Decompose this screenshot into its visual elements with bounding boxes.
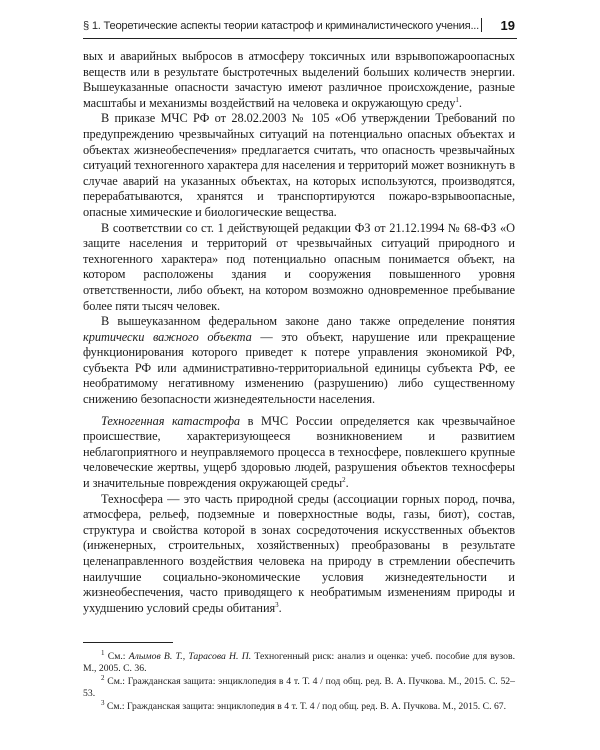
paragraph [83, 314, 515, 408]
header-separator [481, 18, 482, 32]
paragraph [83, 414, 515, 492]
paragraph [83, 221, 515, 315]
footnote-text: См.: Гражданская защита: энциклопедия в 4 т. Т. 4 / под общ. ред. В. А. Пучкова. М., 2015. С. 52–53. [83, 675, 515, 700]
footnote-number: 1 [101, 648, 105, 657]
paragraph-text: В вышеуказанном федеральном законе дано также определение понятия [101, 314, 515, 329]
running-title: § 1. Теоретические аспекты теории катастроф и криминалистического учения... [83, 20, 480, 32]
footnote [83, 698, 515, 713]
emphasis: критически важного объекта [83, 329, 252, 344]
footnote [83, 673, 515, 701]
footnote-list [83, 648, 515, 713]
footnote-ref: 2 [342, 475, 346, 484]
paragraph-text: вых и аварийных выбросов в атмосферу токсичных или взрывопожароопасных веществ или в результате быстротечных выделений больших количеств энергии. Вышеуказанные опасности зачастую имеют различное происхождение, разные масштабы и механизмы воздействий на человека и окружающую среду [83, 49, 515, 110]
emphasis: Техногенная катастрофа [101, 413, 241, 428]
body-text [83, 49, 515, 616]
paragraph-text: . [458, 95, 462, 110]
paragraph-text: В приказе МЧС РФ от 28.02.2003 № 105 «Об утверждении Требований по предупреждению чрезвычайных ситуаций на потенциально опасных объектах и объектах жизнеобеспечения» предлагается считать, что опасность чрезвычайных ситуаций техногенного характера для населения и территорий может возникнуть в случае аварий на указанных объектах, на которых используются, производятся, перерабатываются, хранятся и транспортируются пожаро-взрывоопасные, опасные химические и биологические вещества. [83, 111, 515, 219]
paragraph [83, 111, 515, 220]
footnote-rule [83, 642, 173, 643]
footnote-text: Техногенный риск: анализ и оценка: учеб. пособие для вузов. М., 2005. С. 36. [83, 651, 515, 675]
footnote-text: См.: Гражданская защита: энциклопедия в 4 т. Т. 4 / под общ. ред. В. А. Пучкова. М., 2015. С. 67. [106, 700, 507, 712]
paragraph-text: Техносфера — это часть природной среды (ассоциации горных пород, почва, атмосфера, рельеф, подземные и поверхностные воды, газы, биот), состав, структура и свойства которой в зонах сосредоточения искусственных объектов (инженерных, строительных, хозяйственных) преобразованы в результате целенаправленного воздействия человека на природу в стремлении обеспечить наилучшие социально-экономические условия жизнедеятельности и жизнеобеспечения, часто приводящего к необратимым изменениям природы и ухудшению условий среды обитания [83, 491, 515, 615]
paragraph-text: . [278, 600, 282, 615]
paragraph-text: . [345, 476, 349, 491]
footnote-ref: 3 [275, 600, 279, 609]
footnote [83, 648, 515, 676]
emphasis: Алымов В. Т., Тарасова Н. П. [128, 651, 252, 662]
page-number: 19 [500, 18, 515, 33]
footnote-number: 2 [101, 673, 105, 682]
paragraph-text: — это объект, нарушение или прекращение функционирования которого приведет к потере управления экономикой РФ, субъекта РФ или административно-территориальной единицы субъекта РФ, ее необратимому негативному изменению (разрушению) либо существенному снижению безопасности жизнедеятельности населения. [83, 329, 516, 407]
footnote-ref: 1 [455, 95, 459, 104]
running-header [83, 8, 517, 39]
paragraph-text: В соответствии со ст. 1 действующей редакции ФЗ от 21.12.1994 № 68-ФЗ «О защите населения и территорий от чрезвычайных ситуаций природного и техногенного характера» под потенциально опасным понимается объект, на котором расположены здания и сооружения повышенного уровня ответственности, либо объект, на котором возможно одновременное пребывание более пяти тысяч человек. [83, 220, 515, 313]
footnote-number: 3 [101, 698, 105, 707]
paragraph [83, 49, 515, 111]
paragraph-text: в МЧС России определяется как чрезвычайное происшествие, характеризующееся возникновением и развитием неблагоприятного и неуправляемого процесса в техносфере, повлекшего крупные человеческие жертвы, ущерб здоровью людей, разрушения объектов техносферы и значительные повреждения окружающей среды [83, 413, 515, 491]
footnotes [83, 642, 515, 713]
paragraph [83, 492, 515, 617]
footnote-text: См.: [107, 651, 129, 662]
